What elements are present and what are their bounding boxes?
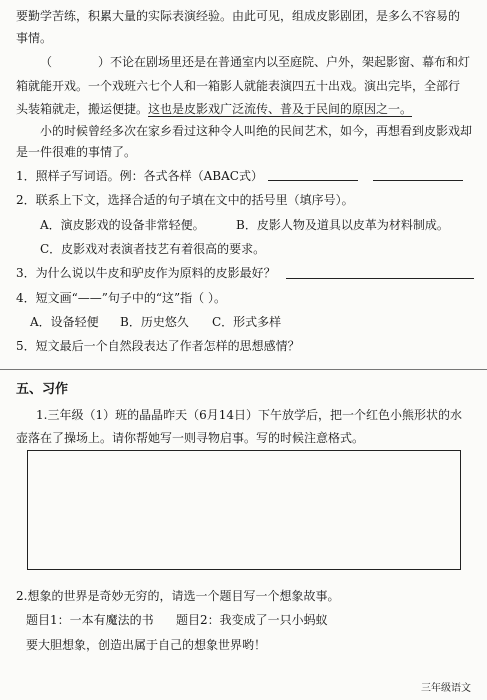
passage-line: 小的时候曾经多次在家乡看过这种令人叫绝的民间艺术，如今，再想看到皮影戏却 [40, 124, 473, 138]
passage-line: 箱就能开戏。一个戏班六七个人和一箱影人就能表演四五十出戏。演出完毕，全部行 [16, 79, 461, 93]
question-4: 4．短文画“——”句子中的“这”指（ ）。 [16, 291, 226, 305]
passage-line-with-blank [40, 54, 470, 70]
answer-line[interactable] [286, 278, 474, 279]
page-footer-label: 三年级语文 [421, 683, 471, 694]
task-2-line: 2.想象的世界是奇妙无穷的，请选一个题目写一个想象故事。 [16, 589, 340, 603]
passage-line: 是一件很难的事情了。 [16, 145, 137, 159]
passage-text: ）不论在剧场里还是在普通室内以至庭院、户外，架起影窗、幕布和灯 [98, 55, 471, 69]
question-2: 2．联系上下文，选择合适的句子填在文中的括号里（填序号）。 [16, 193, 354, 207]
task-1-line: 1.三年级（1）班的晶晶昨天（6月14日）下午放学后，把一个红色小熊形状的水 [36, 408, 462, 422]
option-2a: A．演皮影戏的设备非常轻便。 [40, 218, 205, 232]
underlined-sentence: 这也是皮影戏广泛流传、普及于民间的原因之一。 [148, 102, 413, 116]
section-divider [0, 369, 487, 370]
answer-line[interactable] [373, 180, 463, 181]
option-2c: C．皮影戏对表演者技艺有着很高的要求。 [40, 242, 266, 256]
question-3: 3．为什么说以牛皮和驴皮作为原料的皮影最好？ [16, 266, 276, 280]
topic-1: 题目1：一本有魔法的书 [26, 613, 154, 627]
paren-open: （ [40, 55, 53, 69]
question-1 [16, 168, 263, 184]
option-2b: B．皮影人物及道具以皮革为材料制成。 [236, 218, 449, 232]
topic-2: 题目2：我变成了一只小蚂蚁 [176, 613, 328, 627]
question-5: 5．短文最后一个自然段表达了作者怎样的思想感情？ [16, 339, 300, 353]
passage-line: 要勤学苦练，积累大量的实际表演经验。由此可见，组成皮影剧团，是多么不容易的 [16, 9, 461, 23]
passage-line: 事情。 [16, 31, 53, 45]
question-1-text: 1．照样子写词语。例：各式各样（ABAC式） [16, 169, 263, 183]
task-2-line: 要大胆想象，创造出属于自己的想象世界哟！ [26, 638, 267, 652]
answer-line[interactable] [268, 180, 358, 181]
passage-text: 头装箱就走，搬运便捷。 [16, 102, 149, 116]
option-4c: C．形式多样 [212, 315, 282, 329]
section-heading: 五、习作 [16, 382, 69, 397]
task-1-line: 壶落在了操场上。请你帮她写一则寻物启事。写的时候注意格式。 [16, 431, 365, 445]
writing-box[interactable] [27, 450, 461, 570]
option-4b: B．历史悠久 [120, 315, 189, 329]
option-4a: A．设备轻便 [30, 315, 99, 329]
passage-line [16, 101, 412, 117]
